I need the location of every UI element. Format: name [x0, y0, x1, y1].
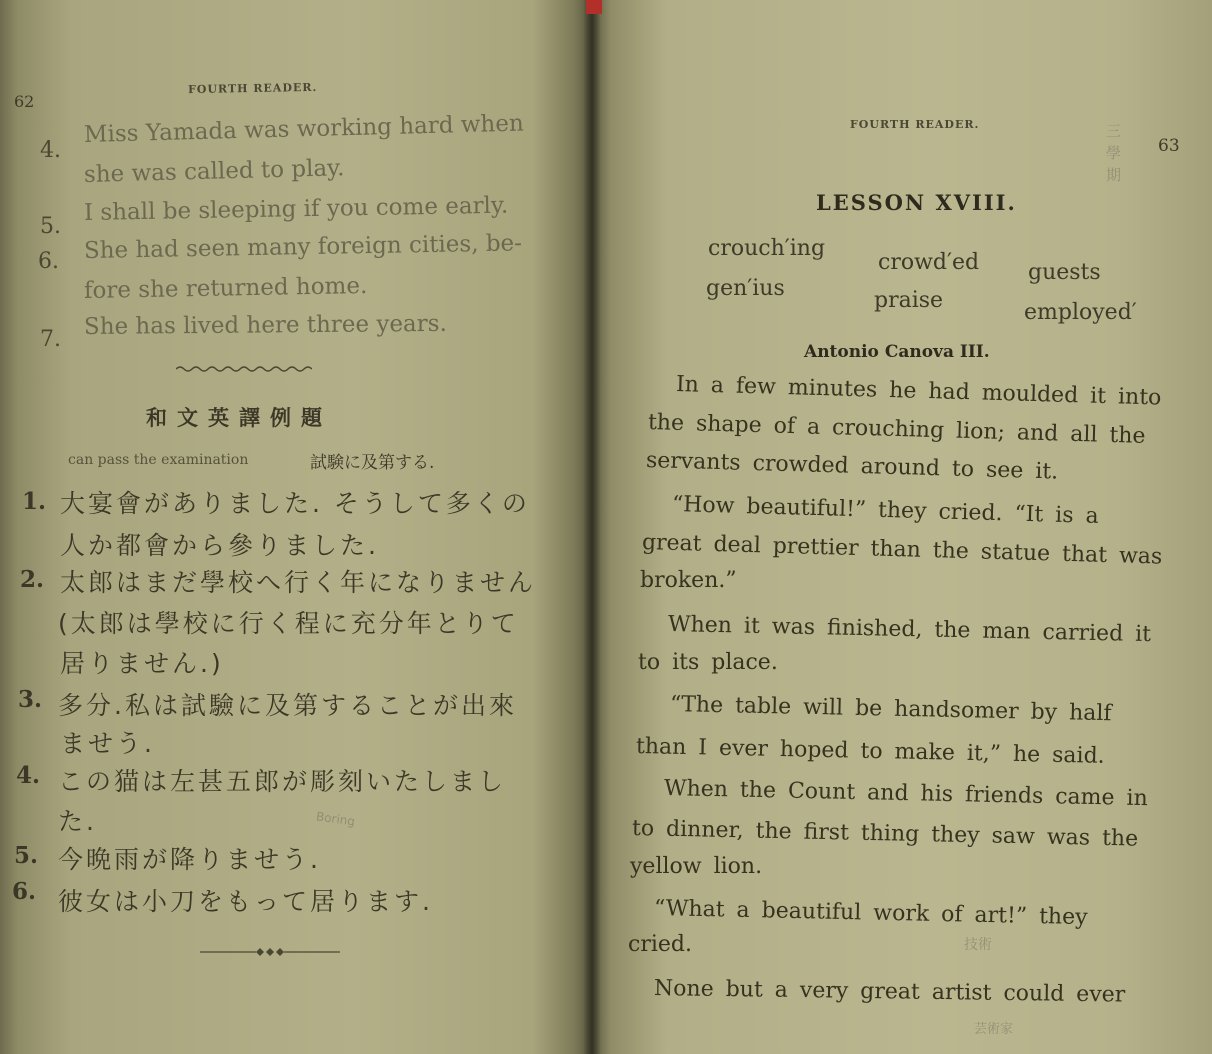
- japanese-item-line: (太郎は學校に行く程に充分年とりて: [58, 609, 519, 638]
- japanese-item-line: この猫は左甚五郎が彫刻いたしまし: [58, 767, 507, 796]
- left-page: [0, 0, 592, 1054]
- body-line: broken.”: [640, 568, 737, 593]
- pencil-annotation: 三學期: [1106, 122, 1122, 184]
- body-line: In a few minutes he had moulded it into: [675, 372, 1162, 411]
- ribbon-marker: [586, 0, 602, 14]
- left-page-number: 62: [14, 92, 35, 111]
- wavy-rule-ornament: [176, 364, 312, 374]
- exercise-line: she was called to play.: [83, 155, 345, 188]
- japanese-section-heading: 和文英譯例題: [146, 405, 332, 430]
- body-line: When it was finished, the man carried it: [667, 612, 1152, 648]
- japanese-subheading-japanese: 試験に及第する.: [310, 453, 435, 473]
- japanese-item-line: た.: [58, 807, 97, 836]
- story-title: Antonio Canova III.: [804, 342, 990, 362]
- arrow-rule-ornament: [200, 946, 340, 958]
- vocabulary-word: crowd′ed: [878, 250, 980, 275]
- right-running-head: FOURTH READER.: [850, 118, 980, 131]
- exercise-number: 4.: [40, 138, 61, 163]
- body-line: yellow lion.: [630, 854, 763, 879]
- vocabulary-word: praise: [874, 288, 944, 313]
- vocabulary-word: gen′ius: [706, 276, 785, 301]
- body-line: great deal prettier than the statue that was: [641, 530, 1163, 570]
- exercise-line: She had seen many foreign cities, be-: [83, 230, 523, 264]
- body-line: “The table will be handsomer by half: [669, 692, 1112, 727]
- body-line: servants crowded around to see it.: [645, 448, 1059, 485]
- vocabulary-word: guests: [1028, 260, 1101, 285]
- japanese-item-line: 人か都會から參りました.: [60, 531, 379, 560]
- pencil-annotation: 芸術家: [974, 1022, 1014, 1037]
- vocabulary-word: employed′: [1024, 300, 1137, 325]
- exercise-line: Miss Yamada was working hard when: [83, 110, 525, 148]
- body-line: “What a beautiful work of art!” they: [653, 896, 1088, 931]
- japanese-item-number: 6.: [12, 878, 37, 905]
- japanese-item-number: 3.: [18, 686, 43, 713]
- exercise-number: 5.: [40, 214, 61, 239]
- japanese-item-line: 居りません.): [60, 649, 224, 678]
- book-gutter: [583, 0, 601, 1054]
- body-line: None but a very great artist could ever: [653, 976, 1126, 1008]
- body-line: to dinner, the first thing they saw was the: [631, 816, 1139, 852]
- exercise-line: She has lived here three years.: [83, 310, 447, 340]
- body-line: cried.: [628, 932, 692, 957]
- japanese-item-number: 2.: [20, 566, 45, 593]
- vocabulary-word: crouch′ing: [708, 236, 826, 261]
- body-line: the shape of a crouching lion; and all the: [647, 410, 1146, 449]
- japanese-item-line: 彼女は小刀をもって居ります.: [58, 887, 433, 916]
- exercise-number: 7.: [40, 327, 61, 352]
- exercise-line: fore she returned home.: [83, 273, 368, 304]
- japanese-item-line: 太郎はまだ學校へ行く年になりません: [60, 568, 537, 597]
- japanese-item-number: 4.: [16, 762, 41, 789]
- pencil-annotation: Boring: [315, 809, 356, 829]
- exercise-line: I shall be sleeping if you come early.: [83, 192, 509, 226]
- exercise-number: 6.: [38, 249, 59, 274]
- left-running-head: FOURTH READER.: [187, 80, 318, 97]
- japanese-item-line: 多分.私は試驗に及第することが出來: [58, 691, 517, 720]
- lesson-title: LESSON XVIII.: [816, 190, 1017, 215]
- japanese-item-number: 5.: [14, 842, 39, 869]
- right-page-number: 63: [1158, 136, 1180, 156]
- japanese-item-line: ませう.: [60, 729, 155, 758]
- body-line: to its place.: [638, 650, 778, 675]
- body-line: “How beautiful!” they cried. “It is a: [671, 492, 1100, 529]
- japanese-item-line: 大宴會がありました. そうして多くの: [60, 489, 530, 518]
- japanese-item-line: 今晩雨が降りませう.: [58, 845, 321, 874]
- japanese-item-number: 1.: [22, 488, 47, 515]
- body-line: than I ever hoped to make it,” he said.: [635, 734, 1105, 769]
- right-page: [592, 0, 1212, 1054]
- pencil-annotation: 技術: [964, 937, 992, 953]
- body-line: When the Count and his friends came in: [663, 776, 1149, 812]
- japanese-subheading-english: can pass the examination: [68, 452, 249, 468]
